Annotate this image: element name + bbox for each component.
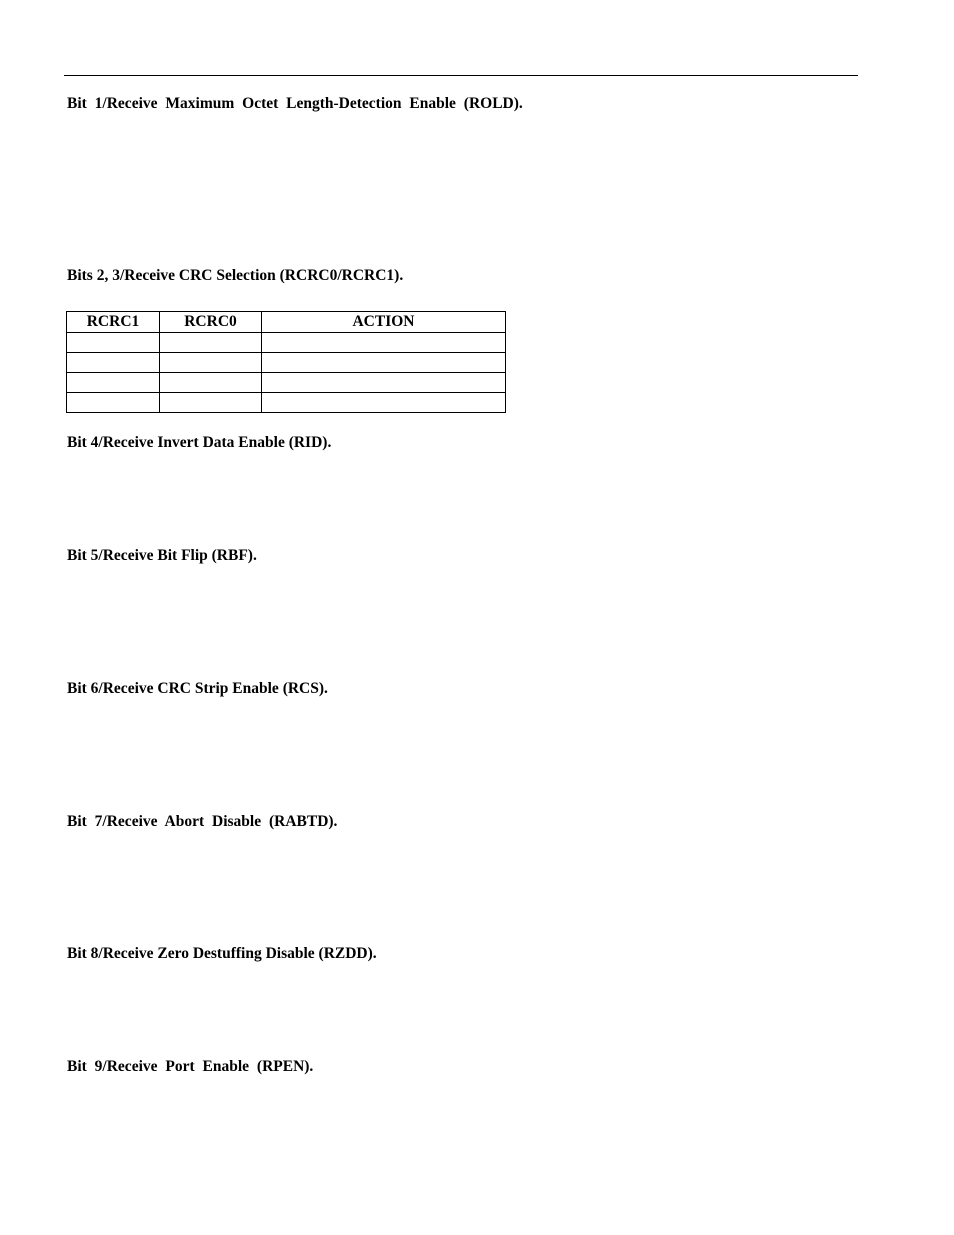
heading-bit5-rbf: Bit 5/Receive Bit Flip (RBF).: [67, 547, 257, 564]
table-cell: [67, 353, 160, 373]
table-cell: [160, 333, 262, 353]
table-cell: [262, 333, 506, 353]
table-cell: [262, 393, 506, 413]
header-rule: [64, 75, 858, 76]
heading-bit9-rpen: Bit 9/Receive Port Enable (RPEN).: [67, 1058, 314, 1075]
table-cell: [262, 373, 506, 393]
crc-selection-table: [66, 311, 506, 413]
table-header-row: [67, 312, 506, 333]
table-row: [67, 353, 506, 373]
heading-bit8-rzdd: Bit 8/Receive Zero Destuffing Disable (RZDD).: [67, 945, 377, 962]
heading-bit7-rabtd: Bit 7/Receive Abort Disable (RABTD).: [67, 813, 338, 830]
heading-bit6-rcs: Bit 6/Receive CRC Strip Enable (RCS).: [67, 680, 328, 697]
table-row: [67, 333, 506, 353]
table-cell: [160, 373, 262, 393]
table-cell: [67, 393, 160, 413]
table-row: [67, 393, 506, 413]
heading-bits23-rcrc: Bits 2, 3/Receive CRC Selection (RCRC0/RCRC1).: [67, 267, 404, 284]
column-header-action: ACTION: [262, 312, 506, 333]
table-row: [67, 373, 506, 393]
table-cell: [160, 353, 262, 373]
table-cell: [262, 353, 506, 373]
column-header-rcrc0: RCRC0: [160, 312, 262, 333]
table-cell: [160, 393, 262, 413]
heading-bit4-rid: Bit 4/Receive Invert Data Enable (RID).: [67, 434, 332, 451]
column-header-rcrc1: RCRC1: [67, 312, 160, 333]
table-cell: [67, 333, 160, 353]
heading-bit1-rold: Bit 1/Receive Maximum Octet Length-Detection Enable (ROLD).: [67, 95, 523, 112]
table-cell: [67, 373, 160, 393]
